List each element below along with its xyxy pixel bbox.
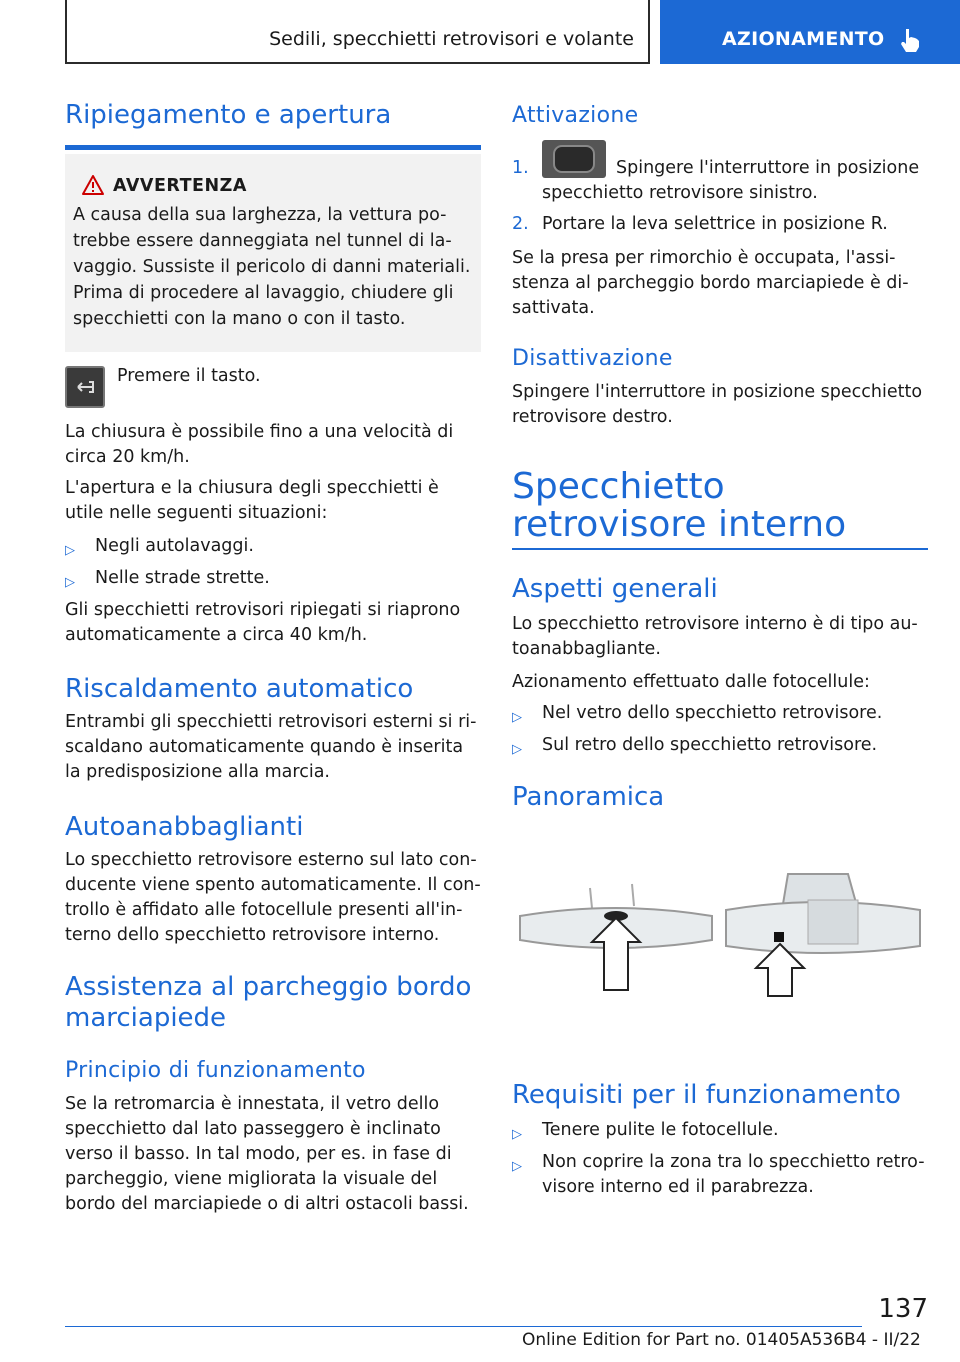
heading-general: Aspetti generali (512, 574, 718, 604)
mirror-fold-button-image (65, 366, 105, 408)
heading-heating: Riscaldamento automatico (65, 674, 414, 704)
hand-pointer-icon (898, 27, 922, 53)
warning-title: AVVERTENZA (113, 176, 247, 196)
principle-text: Se la retromarcia è innestata, il vetro dello specchietto dal lato passeggero è inclinato verso il basso. In tal modo, per es. in fase di parcheggio, viene migliorata la visuale del bordo del marciapiede o di altri ostacoli bassi. (65, 1094, 469, 1214)
section-title: Sedili, specchietti retrovisori e volante (269, 28, 634, 50)
heading-activation: Attivazione (512, 103, 639, 128)
trailer-text: Se la presa per rimorchio è occupata, l'assi- stenza al parcheggio bordo marciapiede è di- sattivata. (512, 248, 909, 318)
reopen-text: Gli specchietti retrovisori ripiegati si riaprono automaticamente a circa 40 km/h. (65, 600, 461, 645)
autodim-text: Lo specchietto retrovisore esterno sul lato con- ducente viene spento automaticamente. Il con- trollo è affidato alle fotocellule presenti all'in- terno dello specchietto retrovisore interno. (65, 850, 481, 945)
list-item: ▷ Nelle strade strette. (65, 566, 481, 595)
heating-text: Entrambi gli specchietti retrovisori esterni si ri- scaldano automaticamente quando è inserita la predisposizione alla marcia. (65, 712, 477, 782)
press-button-text: Premere il tasto. (117, 366, 261, 386)
heading-deactivation: Disattivazione (512, 346, 673, 371)
deactivation-text: Spingere l'interruttore in posizione specchietto retrovisore destro. (512, 382, 923, 427)
heading-rule (512, 548, 928, 550)
step-number: 2. (512, 214, 529, 234)
heading-parking: Assistenza al parcheggio bordo marciapiede (65, 972, 472, 1033)
bullet-triangle-icon: ▷ (512, 1159, 522, 1174)
heading-interior-mirror: Specchietto retrovisore interno (512, 466, 847, 545)
list-item: ▷ Tenere pulite le fotocellule. (512, 1118, 928, 1147)
bullet-triangle-icon: ▷ (65, 575, 75, 590)
heading-rule (65, 145, 481, 150)
bullet-triangle-icon: ▷ (512, 742, 522, 757)
photocells-text: Azionamento effettuato dalle fotocellule: (512, 672, 870, 692)
list-item: ▷ Negli autolavaggi. (65, 534, 481, 563)
header-section-box (65, 0, 650, 64)
step-text: Spingere l'interruttore in posizione specchietto retrovisore sinistro. (542, 158, 920, 203)
step-number: 1. (512, 158, 529, 178)
bullet-triangle-icon: ▷ (512, 710, 522, 725)
heading-principle: Principio di funzionamento (65, 1058, 366, 1083)
chapter-tab[interactable] (660, 0, 960, 64)
heading-autodim: Autoanabbaglianti (65, 812, 304, 842)
general-text: Lo specchietto retrovisore interno è di tipo au- toanabbagliante. (512, 614, 918, 659)
list-item: ▷ Sul retro dello specchietto retrovisore. (512, 733, 928, 762)
warning-box (65, 154, 481, 352)
mirror-fold-icon (67, 368, 103, 406)
interior-mirror-illustration (512, 860, 928, 1010)
edition-info: Online Edition for Part no. 01405A536B4 - II/22 (522, 1330, 921, 1350)
warning-body: A causa della sua larghezza, la vettura po- trebbe essere danneggiata nel tunnel di la- vaggio. Sussiste il pericolo di danni materiali. Prima di procedere al lavaggio, chiudere gli specchietti con la mano o con il tasto. (73, 205, 471, 329)
closing-speed-text: La chiusura è possibile fino a una velocità di circa 20 km/h. (65, 422, 454, 467)
bullet-triangle-icon: ▷ (65, 543, 75, 558)
page-number: 137 (878, 1294, 928, 1324)
list-item: ▷ Non coprire la zona tra lo specchietto retro- visore interno ed il parabrezza. (512, 1150, 928, 1200)
useful-situations-text: L'apertura e la chiusura degli specchietti è utile nelle seguenti situazioni: (65, 478, 439, 523)
footer-rule (65, 1326, 862, 1327)
list-item: ▷ Nel vetro dello specchietto retrovisore. (512, 701, 928, 730)
chapter-tab-label: AZIONAMENTO (722, 28, 885, 50)
heading-overview: Panoramica (512, 782, 665, 812)
bullet-triangle-icon: ▷ (512, 1127, 522, 1142)
warning-triangle-icon (81, 174, 105, 196)
heading-folding: Ripiegamento e apertura (65, 100, 392, 130)
heading-requirements: Requisiti per il funzionamento (512, 1080, 901, 1110)
step-text: Portare la leva selettrice in posizione R. (542, 214, 888, 234)
